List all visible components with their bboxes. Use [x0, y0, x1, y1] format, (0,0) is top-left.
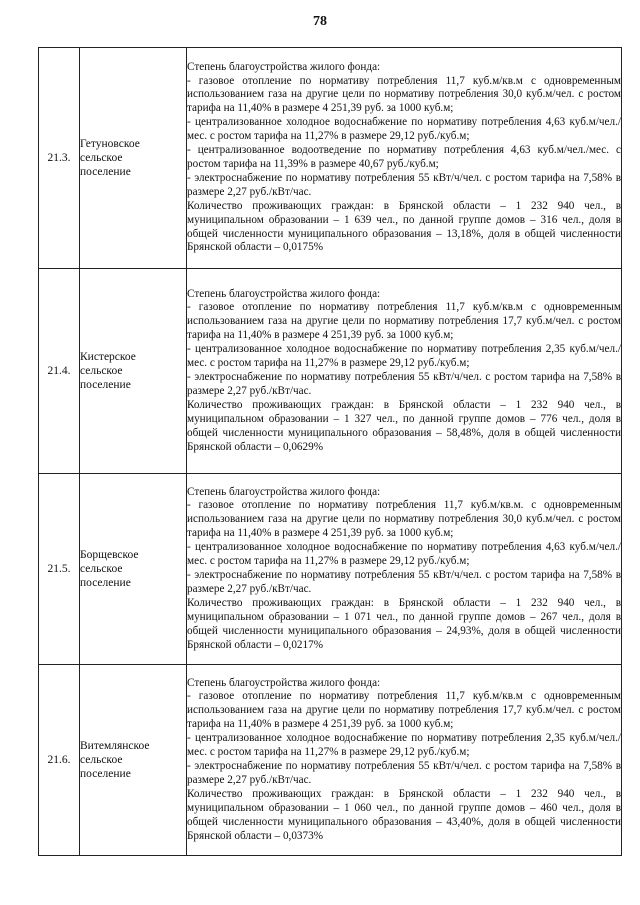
description-paragraph: - централизованное холодное водоснабжение по нормативу потребления 4,63 куб.м/чел./мес. с ростом тарифа на 11,27% в размере 29,12 руб./куб.м; — [187, 116, 621, 143]
settlement-name-line: поселение — [80, 577, 131, 589]
settlement-name-line: поселение — [80, 379, 131, 391]
description-paragraph: Степень благоустройства жилого фонда: — [187, 676, 381, 689]
description-paragraph: - электроснабжение по нормативу потребления 55 кВт/ч/чел. с ростом тарифа на 7,58% в размере 2,27 руб./кВт/час. — [187, 171, 621, 198]
description-paragraph: - электроснабжение по нормативу потребления 55 кВт/ч/чел. с ростом тарифа на 7,58% в размере 2,27 руб./кВт/час. — [187, 371, 621, 397]
settlement-name-line: сельское — [80, 563, 123, 575]
description-paragraph: Количество проживающих граждан: в Брянской области – 1 232 940 чел., в муниципальном образовании – 1 639 чел., по данной группе домов – 316 чел., доля в общей численности муниципального образования – 13,18%, доля в общей численности Брянской области – 0,0175% — [187, 199, 621, 254]
description-paragraph: Степень благоустройства жилого фонда: — [187, 485, 381, 498]
settlement-name-line: сельское — [80, 754, 123, 766]
row-number: 21.6. — [39, 665, 80, 856]
settlement-name-line: сельское — [80, 152, 123, 164]
description-paragraph: - газовое отопление по нормативу потребления 11,7 куб.м/кв.м с одновременным использованием газа на другие цели по нормативу потребления 17,7 куб.м/чел. с ростом тарифа на 11,40% в размере 4 251,39 руб. за 1000 куб.м; — [187, 690, 621, 731]
description-paragraph: - газовое отопление по нормативу потребления 11,7 куб.м/кв.м. с одновременным использованием газа на другие цели по нормативу потребления 30,0 куб.м/чел. с ростом тарифа на 11,40% в размере 4 251,39 руб. за 1000 куб.м; — [187, 499, 621, 540]
settlement-name — [80, 474, 187, 665]
description-paragraph: Степень благоустройства жилого фонда: — [187, 60, 381, 73]
settlement-name-line: Борщевское — [80, 549, 139, 561]
table-row — [39, 474, 622, 665]
settlement-name — [80, 48, 187, 269]
settlements-table — [38, 47, 622, 856]
description-paragraph: Количество проживающих граждан: в Брянской области – 1 232 940 чел., в муниципальном образовании – 1 327 чел., по данной группе домов – 776 чел., доля в общей численности муниципального образования – 58,48%, доля в общей численности Брянской области – 0,0629% — [187, 398, 621, 453]
table-row — [39, 269, 622, 474]
settlement-name-line: Витемлянское — [80, 740, 150, 752]
description-paragraph: - централизованное холодное водоснабжение по нормативу потребления 2,35 куб.м/чел./мес. с ростом тарифа на 11,27% в размере 29,12 руб./куб.м; — [187, 732, 621, 759]
settlement-description — [187, 665, 622, 856]
settlement-description — [187, 474, 622, 665]
settlement-name-line: поселение — [80, 768, 131, 780]
settlement-name-line: сельское — [80, 365, 123, 377]
settlement-description — [187, 48, 622, 269]
description-paragraph: Количество проживающих граждан: в Брянской области – 1 232 940 чел., в муниципальном образовании – 1 071 чел., по данной группе домов – 267 чел., доля в общей численности муниципального образования – 24,93%, доля в общей численности Брянской области – 0,0217% — [187, 596, 621, 651]
settlement-name — [80, 665, 187, 856]
description-paragraph: Количество проживающих граждан: в Брянской области – 1 232 940 чел., в муниципальном образовании – 1 060 чел., по данной группе домов – 460 чел., доля в общей численности муниципального образования – 43,40%, доля в общей численности Брянской области – 0,0373% — [187, 787, 621, 842]
description-paragraph: - газовое отопление по нормативу потребления 11,7 куб.м/кв.м с одновременным использованием газа на другие цели по нормативу потребления 17,7 куб.м/чел. с ростом тарифа на 11,40% в размере 4 251,39 руб. за 1000 куб.м; — [187, 301, 621, 342]
settlement-name-line: Кистерское — [80, 351, 136, 363]
settlement-description — [187, 269, 622, 474]
page-number: 78 — [313, 14, 327, 29]
description-paragraph: - централизованное холодное водоснабжение по нормативу потребления 4,63 куб.м/чел./мес. с ростом тарифа на 11,27% в размере 29,12 руб./куб.м; — [187, 541, 621, 568]
settlement-name-line: Гетуновское — [80, 138, 140, 150]
row-number: 21.5. — [39, 474, 80, 665]
description-paragraph: - газовое отопление по нормативу потребления 11,7 куб.м/кв.м с одновременным использованием газа на другие цели по нормативу потребления 30,0 куб.м/чел. с ростом тарифа на 11,40% в размере 4 251,39 руб. за 1000 куб.м; — [187, 74, 621, 115]
description-paragraph: - централизованное холодное водоснабжение по нормативу потребления 2,35 куб.м/чел./мес. с ростом тарифа на 11,27% в размере 29,12 руб./куб.м; — [187, 343, 621, 370]
settlement-name — [80, 269, 187, 474]
table-row — [39, 665, 622, 856]
description-paragraph: - централизованное водоотведение по нормативу потребления 4,63 куб.м/чел./мес. с ростом тарифа на 11,39% в размере 40,67 руб./куб.м; — [187, 144, 621, 170]
settlement-name-line: поселение — [80, 166, 131, 178]
description-paragraph: Степень благоустройства жилого фонда: — [187, 287, 381, 300]
row-number: 21.3. — [39, 48, 80, 269]
description-paragraph: - электроснабжение по нормативу потребления 55 кВт/ч/чел. с ростом тарифа на 7,58% в размере 2,27 руб./кВт/час. — [187, 569, 621, 595]
row-number: 21.4. — [39, 269, 80, 474]
description-paragraph: - электроснабжение по нормативу потребления 55 кВт/ч/чел. с ростом тарифа на 7,58% в размере 2,27 руб./кВт/час. — [187, 760, 621, 786]
table-row — [39, 48, 622, 269]
